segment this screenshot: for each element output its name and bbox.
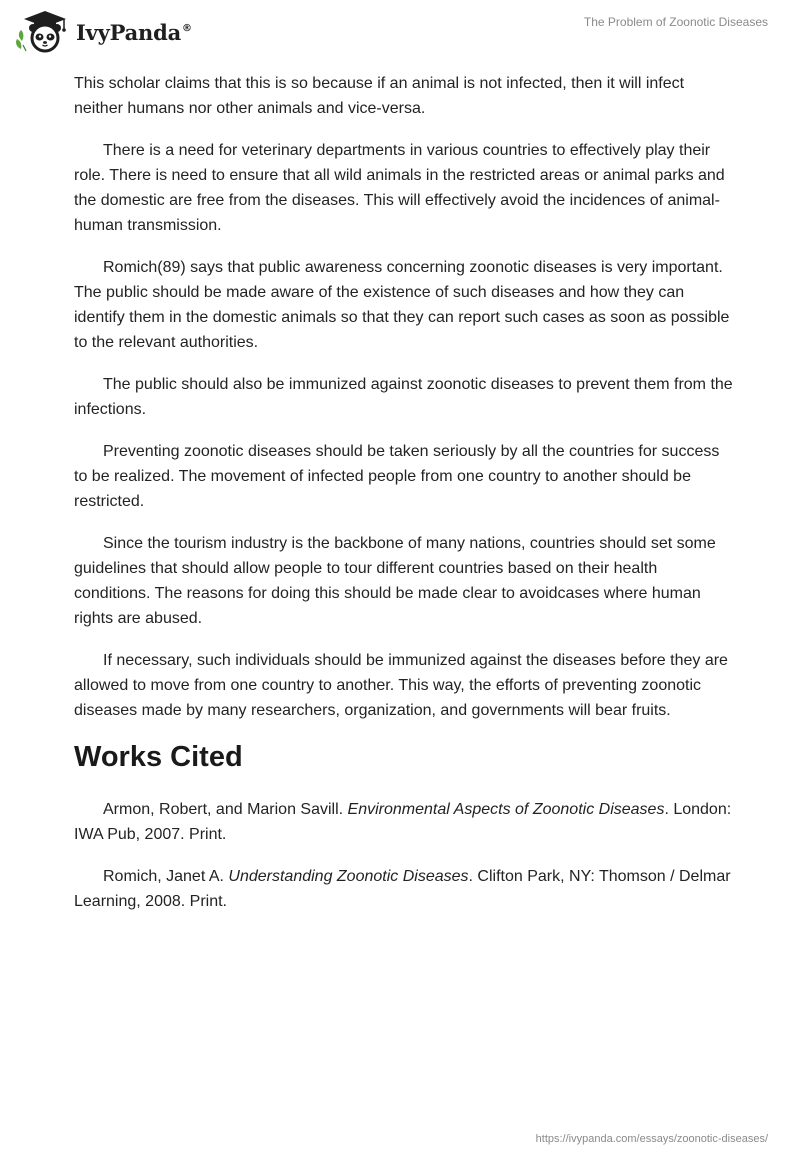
essay-body: [74, 71, 734, 931]
paragraph: If necessary, such individuals should be immunized against the diseases before they are allowed to move from one country to another. This way, the efforts of preventing zoonotic diseases made by many researchers, organization, and governments will bear fruits.: [74, 652, 728, 719]
citation-authors: Romich, Janet A.: [103, 868, 229, 885]
paragraph: Romich(89) says that public awareness concerning zoonotic diseases is very important. The public should be made aware of the existence of such diseases and how they can identify them in the domestic animals so that they can report such cases as soon as possible to the relevant authorities.: [74, 259, 730, 351]
ivypanda-logo[interactable]: [14, 7, 192, 55]
source-url[interactable]: https://ivypanda.com/essays/zoonotic-diseases/: [535, 1133, 768, 1145]
panda-graduate-icon: [14, 7, 72, 55]
citation-entry: [74, 797, 734, 847]
citation-details: . Clifton Park, NY: Thomson / Delmar Learning, 2008. Print.: [74, 868, 731, 910]
registered-mark: ®: [182, 22, 192, 34]
citation-details: . London: IWA Pub, 2007. Print.: [74, 801, 732, 843]
citation-title: Environmental Aspects of Zoonotic Diseases: [347, 801, 665, 818]
paragraph: There is a need for veterinary departments in various countries to effectively play their role. There is need to ensure that all wild animals in the restricted areas or animal parks and the domestic are free from the diseases. This will effectively avoid the incidences of animal-human transmission.: [74, 142, 725, 234]
citation-authors: Armon, Robert, and Marion Savill.: [103, 801, 348, 818]
paragraph: Since the tourism industry is the backbone of many nations, countries should set some guidelines that should allow people to tour different countries based on their health conditions. The reasons for doing this should be made clear to avoidcases where human rights are abused.: [74, 535, 716, 627]
citation-entry: [74, 864, 734, 914]
page-header: [0, 0, 800, 60]
paragraph: Preventing zoonotic diseases should be taken seriously by all the countries for success to be realized. The movement of infected people from one country to another should be restricted.: [74, 443, 720, 510]
document-title: The Problem of Zoonotic Diseases: [583, 15, 768, 29]
citation-title: Understanding Zoonotic Diseases: [228, 868, 469, 885]
works-cited-heading: Works Cited: [74, 741, 243, 773]
brand-name: IvyPanda®: [76, 19, 192, 45]
paragraph: This scholar claims that this is so because if an animal is not infected, then it will infect neither humans nor other animals and vice-versa.: [74, 75, 685, 117]
paragraph: The public should also be immunized against zoonotic diseases to prevent them from the infections.: [74, 376, 733, 418]
